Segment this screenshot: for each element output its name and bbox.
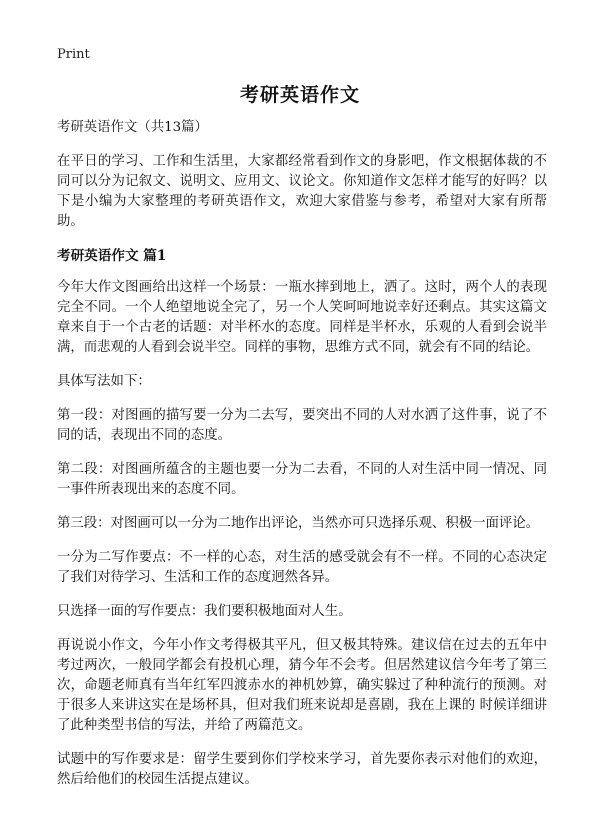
paragraph: 试题中的写作要求是：留学生要到你们学校来学习，首先要你表示对他们的欢迎，然后给他们的校园生活提点建议。: [57, 752, 547, 787]
paragraph: 第二段：对图画所蕴含的主题也要一分为二去看，不同的人对生活中同一情况、同一事件所表现出来的态度不同。: [57, 462, 547, 497]
intro-paragraph: 在平日的学习、工作和生活里，大家都经常看到作文的身影吧，作文根据体裁的不同可以分为记叙文、说明文、应用文、议论文。你知道作文怎样才能写的好吗？以下是小编为大家整理的考研英语作文，欢迎大家借鉴与参考，希望对大家有所帮助。: [57, 154, 547, 229]
document-body: [57, 118, 547, 804]
paragraph: 再说说小作文，今年小作文考得极其平凡，但又极其特殊。建议信在过去的五年中考过两次，一般同学都会有投机心理，猜今年不会考。但居然建议信今年考了第三次，命题老师真有当年红军四渡赤水的神机妙算，确实躲过了种种流行的预测。对于很多人来讲这实在是场杯具，但对我们班来说却是喜剧，我在上课的 时候详细讲了此种类型书信的写法，并给了两篇范文。: [57, 638, 547, 733]
section-heading: 考研英语作文 篇1: [57, 248, 167, 264]
paragraph: 只选择一面的写作要点：我们要积极地面对人生。: [57, 604, 352, 619]
document-subtitle: 考研英语作文（共13篇）: [57, 120, 208, 135]
paragraph: 第一段：对图画的描写要一分为二去写，要突出不同的人对水洒了这件事，说了不同的话，表现出不同的态度。: [57, 408, 547, 443]
paragraph: 今年大作文图画给出这样一个场景：一瓶水摔到地上，洒了。这时，两个人的表现完全不同。一个人绝望地说全完了，另一个人笑呵呵地说幸好还剩点。其实这篇文章来自于一个古老的话题：对半杯水的态度。同样是半杯水，乐观的人看到会说半满，而悲观的人看到会说半空。同样的事物，思维方式不同，就会有不同的结论。: [57, 280, 547, 355]
paragraph: 具体写法如下：: [57, 374, 151, 389]
page-title: 考研英语作文: [239, 84, 360, 106]
paragraph: 一分为二写作要点：不一样的心态，对生活的感受就会有不一样。不同的心态决定了我们对待学习、生活和工作的态度迥然各异。: [57, 550, 547, 585]
print-label: Print: [57, 47, 90, 62]
paragraph: 第三段：对图画可以一分为二地作出评论，当然亦可只选择乐观、积极一面评论。: [57, 516, 540, 531]
